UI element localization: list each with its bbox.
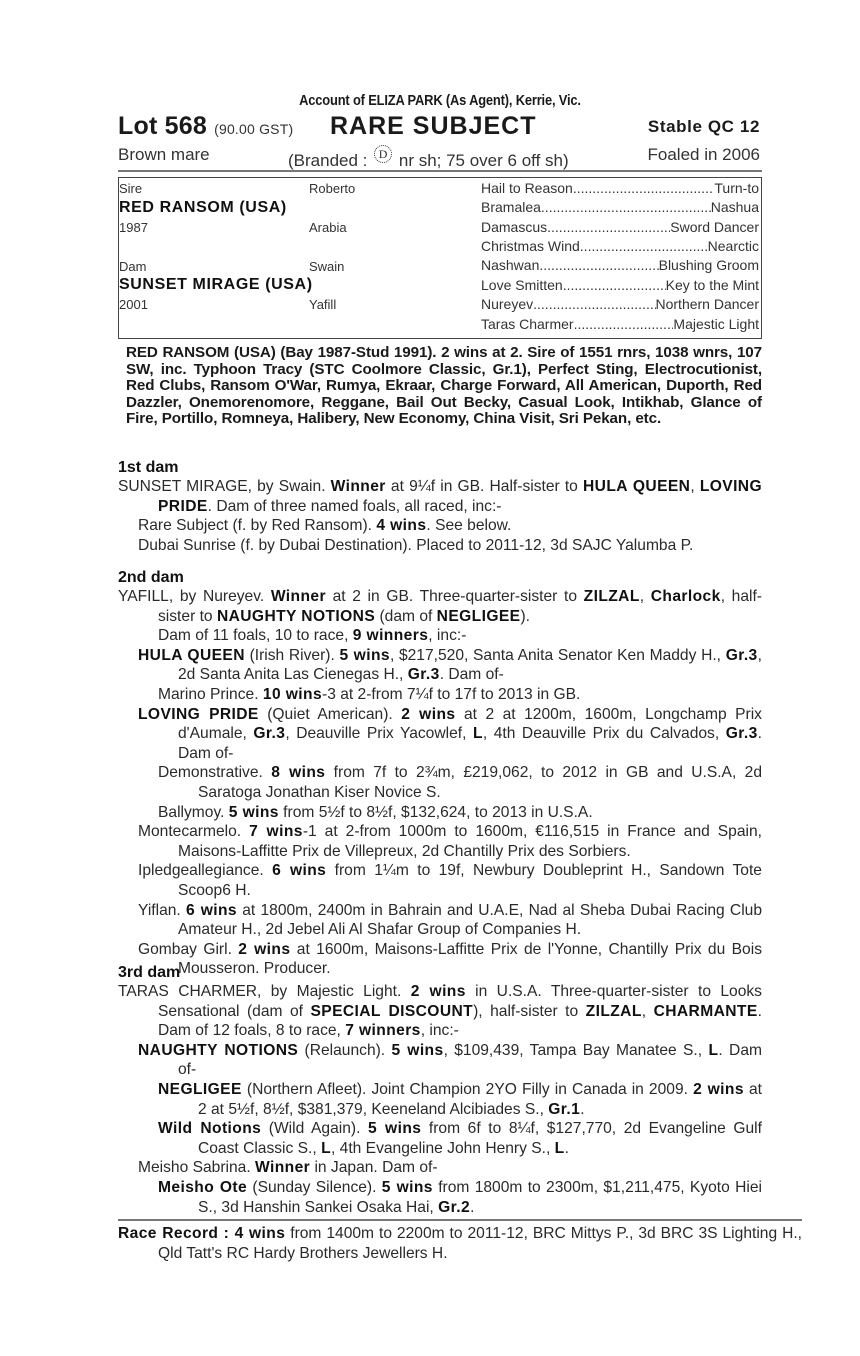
sire-year: 1987 <box>119 220 148 235</box>
first-dam-heading: 1st dam <box>118 459 179 476</box>
leader-dots <box>547 219 670 235</box>
foal-entry-demonstrative: Demonstrative. 8 wins from 7f to 2¾m, £219,062, to 2012 in GB and U.S.A, 2d Saratoga Jonathan Kiser Novice S. <box>158 764 762 801</box>
second-dam-intro: YAFILL, by Nureyev. Winner at 2 in GB. Three-quarter-sister to ZILZAL, Charlock, half-sister to NAUGHTY NOTIONS (dam of NEGLIGEE). <box>118 588 763 625</box>
lot-number <box>118 112 293 141</box>
horse-description <box>118 145 762 170</box>
grandparent-row: Christmas Wind ..... Nearctic <box>481 238 759 254</box>
consignor-line: Account of ELIZA PARK (As Agent), Kerrie, Vic. <box>299 92 581 109</box>
foal-entry: Dubai Sunrise (f. by Dubai Destination). Placed to 2011-12, 3d SAJC Yalumba P. <box>138 536 694 554</box>
leader-dots <box>574 316 674 332</box>
sire-summary: RED RANSOM (USA) (Bay 1987-Stud 1991). 2 wins at 2. Sire of 1551 rnrs, 1038 wnrs, 107 SW, inc. Typhoon Tracy (STC Coolmore Classic, Gr.1), Perfect Sting, Electrocutionist, Red Clubs, Ransom O'War, Rumya, Ekraar, Charge Forward, All American, Duporth, Red Dazzler, Onemorenomore, Reggane, Bail Out Becky, Casual Look, Intikhab, Glance of Fire, Portillo, Romneya, Halibery, New Economy, China Visit, Sri Pekan, etc. <box>126 344 762 427</box>
foal-entry-hula-queen: HULA QUEEN (Irish River). 5 wins, $217,520, Santa Anita Senator Ken Maddy H., Gr.3, 2d Santa Anita Las Cienegas H., Gr.3. Dam of- <box>138 646 762 684</box>
dam-dam: Yafill <box>309 297 337 312</box>
foal-entry-ipledgeallegiance: Ipledgeallegiance. 6 wins from 1¼m to 19f, Newbury Doubleprint H., Sandown Tote Scoop6 H. <box>138 862 762 899</box>
leader-dots <box>533 296 655 312</box>
dam-label: Dam <box>119 259 147 274</box>
header-divider <box>118 170 762 172</box>
sire-sire: Roberto <box>309 181 356 196</box>
foal-entry-meisho-ote: Meisho Ote (Sunday Silence). 5 wins from 1800m to 2300m, $1,211,475, Kyoto Hiei S., 3d Hanshin Sankei Osaka Hai, Gr.2. <box>158 1178 763 1216</box>
brand-circle-icon: D <box>374 145 392 163</box>
pedigree-parents <box>119 178 475 338</box>
third-dam-section <box>118 963 762 1217</box>
third-dam-intro: TARAS CHARMER, by Majestic Light. 2 wins in U.S.A. Three-quarter-sister to Looks Sensational (dam of SPECIAL DISCOUNT), half-sister to ZILZAL, CHARMANTE. Dam of 12 foals, 8 to race, 7 winners, inc:- <box>118 983 763 1040</box>
second-dam-section <box>118 568 762 979</box>
dam-name: SUNSET MIRAGE (USA) <box>119 276 313 293</box>
foal-entry-yiflan: Yiflan. 6 wins at 1800m, 2400m in Bahrain and U.A.E, Nad al Sheba Dubai Racing Club Amateur H., 2d Jebel Ali Al Shafar Group of Companies H. <box>138 901 763 939</box>
foal-entry-marino-prince: Marino Prince. 10 wins-3 at 2-from 7¼f to 17f to 2013 in GB. <box>158 685 581 703</box>
foal-entry-gombay-girl: Gombay Girl. 2 wins at 1600m, Maisons-Laffitte Prix de l'Yonne, Chantilly Prix du Bois Mousseron. Producer. <box>138 940 762 978</box>
foal-entry-loving-pride: LOVING PRIDE (Quiet American). 2 wins at 2 at 1200m, 1600m, Longchamp Prix d'Aumale, Gr.3, Deauville Prix Yacowlef, L, 4th Deauville Prix du Calvados, Gr.3. Dam of- <box>138 705 763 762</box>
foal-entry-ballymoy: Ballymoy. 5 wins from 5½f to 8½f, $132,624, to 2013 in U.S.A. <box>158 803 593 821</box>
race-record: Race Record : 4 wins from 1400m to 2200m to 2011-12, BRC Mittys P., 3d BRC 3S Lighting H., Qld Tatt's RC Hardy Brothers Jewellers H. <box>118 1219 802 1263</box>
foal-entry-naughty-notions: NAUGHTY NOTIONS (Relaunch). 5 wins, $109,439, Tampa Bay Manatee S., L. Dam of- <box>138 1041 762 1079</box>
foal-entry-wild-notions: Wild Notions (Wild Again). 5 wins from 6f to 8¼f, $127,770, 2d Evangeline Gulf Coast Classic S., L, 4th Evangeline John Henry S., L. <box>158 1120 762 1157</box>
grandparent-row: Damascus ..... Sword Dancer <box>481 219 759 235</box>
second-dam-foal-summary: Dam of 11 foals, 10 to race, 9 winners, inc:- <box>158 627 467 645</box>
grandparent-row: Bramalea ..... Nashua <box>481 199 759 215</box>
grandparent-row: Nashwan ..... Blushing Groom <box>481 257 759 273</box>
foal-entry-meisho-sabrina: Meisho Sabrina. Winner in Japan. Dam of- <box>138 1159 438 1177</box>
brand-info: (Branded : D nr sh; 75 over 6 off sh) <box>288 147 569 170</box>
grandparent-row: Taras Charmer ..... Majestic Light <box>481 316 759 332</box>
colour-sex: Brown mare <box>118 145 210 164</box>
lot-header <box>118 112 762 140</box>
foal-entry: Rare Subject (f. by Red Ransom). 4 wins. See below. <box>138 517 512 535</box>
foal-entry-montecarmelo: Montecarmelo. 7 wins-1 at 2-from 1000m to 1600m, €116,515 in France and Spain, Maisons-Laffitte Prix de Villepreux, 2d Chantilly Prix des Sorbiers. <box>138 823 762 860</box>
gst-amount: (90.00 GST) <box>214 121 294 137</box>
stable-number: Stable QC 12 <box>647 117 760 136</box>
pedigree-table <box>118 177 762 339</box>
lot-label: Lot 568 <box>118 112 207 140</box>
grandparent-row: Love Smitten ..... Key to the Mint <box>481 277 759 293</box>
leader-dots <box>580 238 708 254</box>
first-dam-section <box>118 458 762 555</box>
horse-name: RARE SUBJECT <box>330 112 537 140</box>
sire-name: RED RANSOM (USA) <box>119 199 287 216</box>
leader-dots <box>539 257 658 273</box>
pedigree-grandparents <box>481 178 759 338</box>
foal-entry-negligee: NEGLIGEE (Northern Afleet). Joint Champion 2YO Filly in Canada in 2009. 2 wins at 2 at 5½f, 8½f, $381,379, Keeneland Alcibiades S., Gr.1. <box>158 1080 762 1118</box>
dam-sire: Swain <box>309 259 345 274</box>
foaled-year: Foaled in 2006 <box>647 145 760 164</box>
leader-dots <box>563 277 666 293</box>
leader-dots <box>573 180 715 196</box>
second-dam-heading: 2nd dam <box>118 569 184 586</box>
grandparent-row: Nureyev ..... Northern Dancer <box>481 296 759 312</box>
grandparent-row: Hail to Reason ..... Turn-to <box>481 180 759 196</box>
first-dam-intro: SUNSET MIRAGE, by Swain. Winner at 9¼f in GB. Half-sister to HULA QUEEN, LOVING PRIDE. Dam of three named foals, all raced, inc:- <box>118 478 762 515</box>
sire-label: Sire <box>119 181 143 196</box>
third-dam-heading: 3rd dam <box>118 964 181 981</box>
sire-dam: Arabia <box>309 220 347 235</box>
leader-dots <box>541 199 711 215</box>
dam-year: 2001 <box>119 297 148 312</box>
